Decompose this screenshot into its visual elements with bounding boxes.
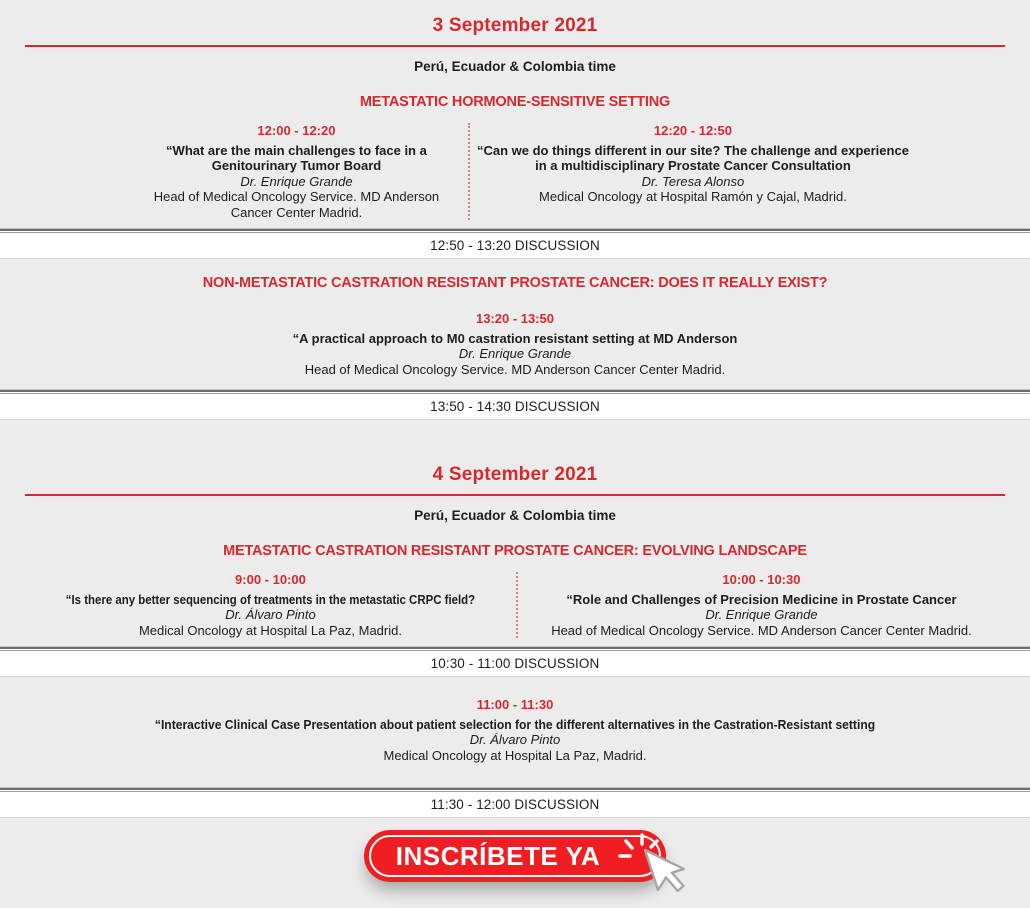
session-single (0, 311, 1030, 377)
register-button-label: INSCRÍBETE YA (395, 840, 601, 871)
session-time: 13:20 - 13:50 (475, 311, 555, 326)
session-speaker: Dr. Álvaro Pinto (225, 607, 316, 622)
session-affiliation: Medical Oncology at Hospital La Paz, Madrid. (383, 747, 647, 763)
session-column-left (25, 123, 470, 220)
session-affiliation: Medical Oncology at Hospital La Paz, Madrid. (138, 622, 402, 638)
register-button[interactable] (364, 830, 666, 882)
discussion-bar (0, 228, 1030, 259)
session-speaker: Dr. Enrique Grande (705, 607, 818, 622)
session-title: “Can we do things different in our site? The challenge and experience in a multidisciplinary Prostate Cancer Consultation (476, 142, 909, 173)
cta-container (0, 830, 1030, 882)
session-column-right (470, 123, 1005, 220)
timezone-label: Perú, Ecuador & Colombia time (414, 508, 616, 523)
timezone-label: Perú, Ecuador & Colombia time (414, 59, 616, 74)
session-title: “Is there any better sequencing of treatments in the metastatic CRPC field? (65, 591, 476, 607)
session-row (25, 572, 1005, 638)
session-affiliation: Head of Medical Oncology Service. MD Anderson Cancer Center Madrid. (304, 361, 726, 377)
day-section-3-september (0, 0, 1030, 420)
session-title: “Role and Challenges of Precision Medicine in Prostate Cancer (566, 591, 957, 607)
session-affiliation: Head of Medical Oncology Service. MD Anderson Cancer Center Madrid. (551, 622, 972, 638)
discussion-bar-label: 10:30 - 11:00 DISCUSSION (0, 651, 1030, 677)
cursor-arrow (645, 840, 690, 896)
session-speaker: Dr. Enrique Grande (458, 346, 572, 361)
day-date-title: 3 September 2021 (432, 15, 598, 36)
section-heading: METASTATIC CASTRATION RESISTANT PROSTATE CANCER: EVOLVING LANDSCAPE (223, 543, 807, 559)
discussion-bar-label: 11:30 - 12:00 DISCUSSION (0, 792, 1030, 818)
day-section-4-september (0, 420, 1030, 818)
session-time: 12:00 - 12:20 (257, 123, 336, 138)
session-speaker: Dr. Teresa Alonso (641, 173, 745, 189)
section-heading: NON-METASTATIC CASTRATION RESISTANT PROSTATE CANCER: DOES IT REALLY EXIST? (202, 275, 828, 291)
discussion-bar (0, 787, 1030, 818)
discussion-bar-label: 12:50 - 13:20 DISCUSSION (0, 233, 1030, 259)
discussion-bar (0, 389, 1030, 420)
session-column-right (518, 572, 1005, 638)
session-speaker: Dr. Álvaro Pinto (469, 732, 561, 747)
session-column-left (25, 572, 518, 638)
session-single (0, 697, 1030, 763)
date-divider-rule (25, 45, 1005, 47)
day-date-title: 4 September 2021 (432, 464, 598, 485)
session-title: “Interactive Clinical Case Presentation about patient selection for the different alternatives in the Castration-Resistant setting (154, 716, 876, 732)
session-speaker: Dr. Enrique Grande (240, 173, 353, 189)
date-divider-rule (25, 494, 1005, 496)
session-affiliation: Head of Medical Oncology Service. MD Anderson Cancer Center Madrid. (153, 189, 440, 220)
session-time: 9:00 - 10:00 (235, 572, 306, 587)
discussion-bar (0, 646, 1030, 677)
session-time: 10:00 - 10:30 (722, 572, 801, 587)
session-row (25, 123, 1005, 220)
discussion-bar-label: 13:50 - 14:30 DISCUSSION (0, 394, 1030, 420)
section-heading: METASTATIC HORMONE-SENSITIVE SETTING (359, 94, 671, 110)
session-title: “What are the main challenges to face in a Genitourinary Tumor Board (166, 142, 427, 173)
session-time: 11:00 - 11:30 (476, 697, 554, 712)
session-title: “A practical approach to M0 castration resistant setting at MD Anderson (292, 330, 738, 346)
session-time: 12:20 - 12:50 (653, 123, 732, 138)
session-affiliation: Medical Oncology at Hospital Ramón y Cajal, Madrid. (539, 189, 847, 204)
